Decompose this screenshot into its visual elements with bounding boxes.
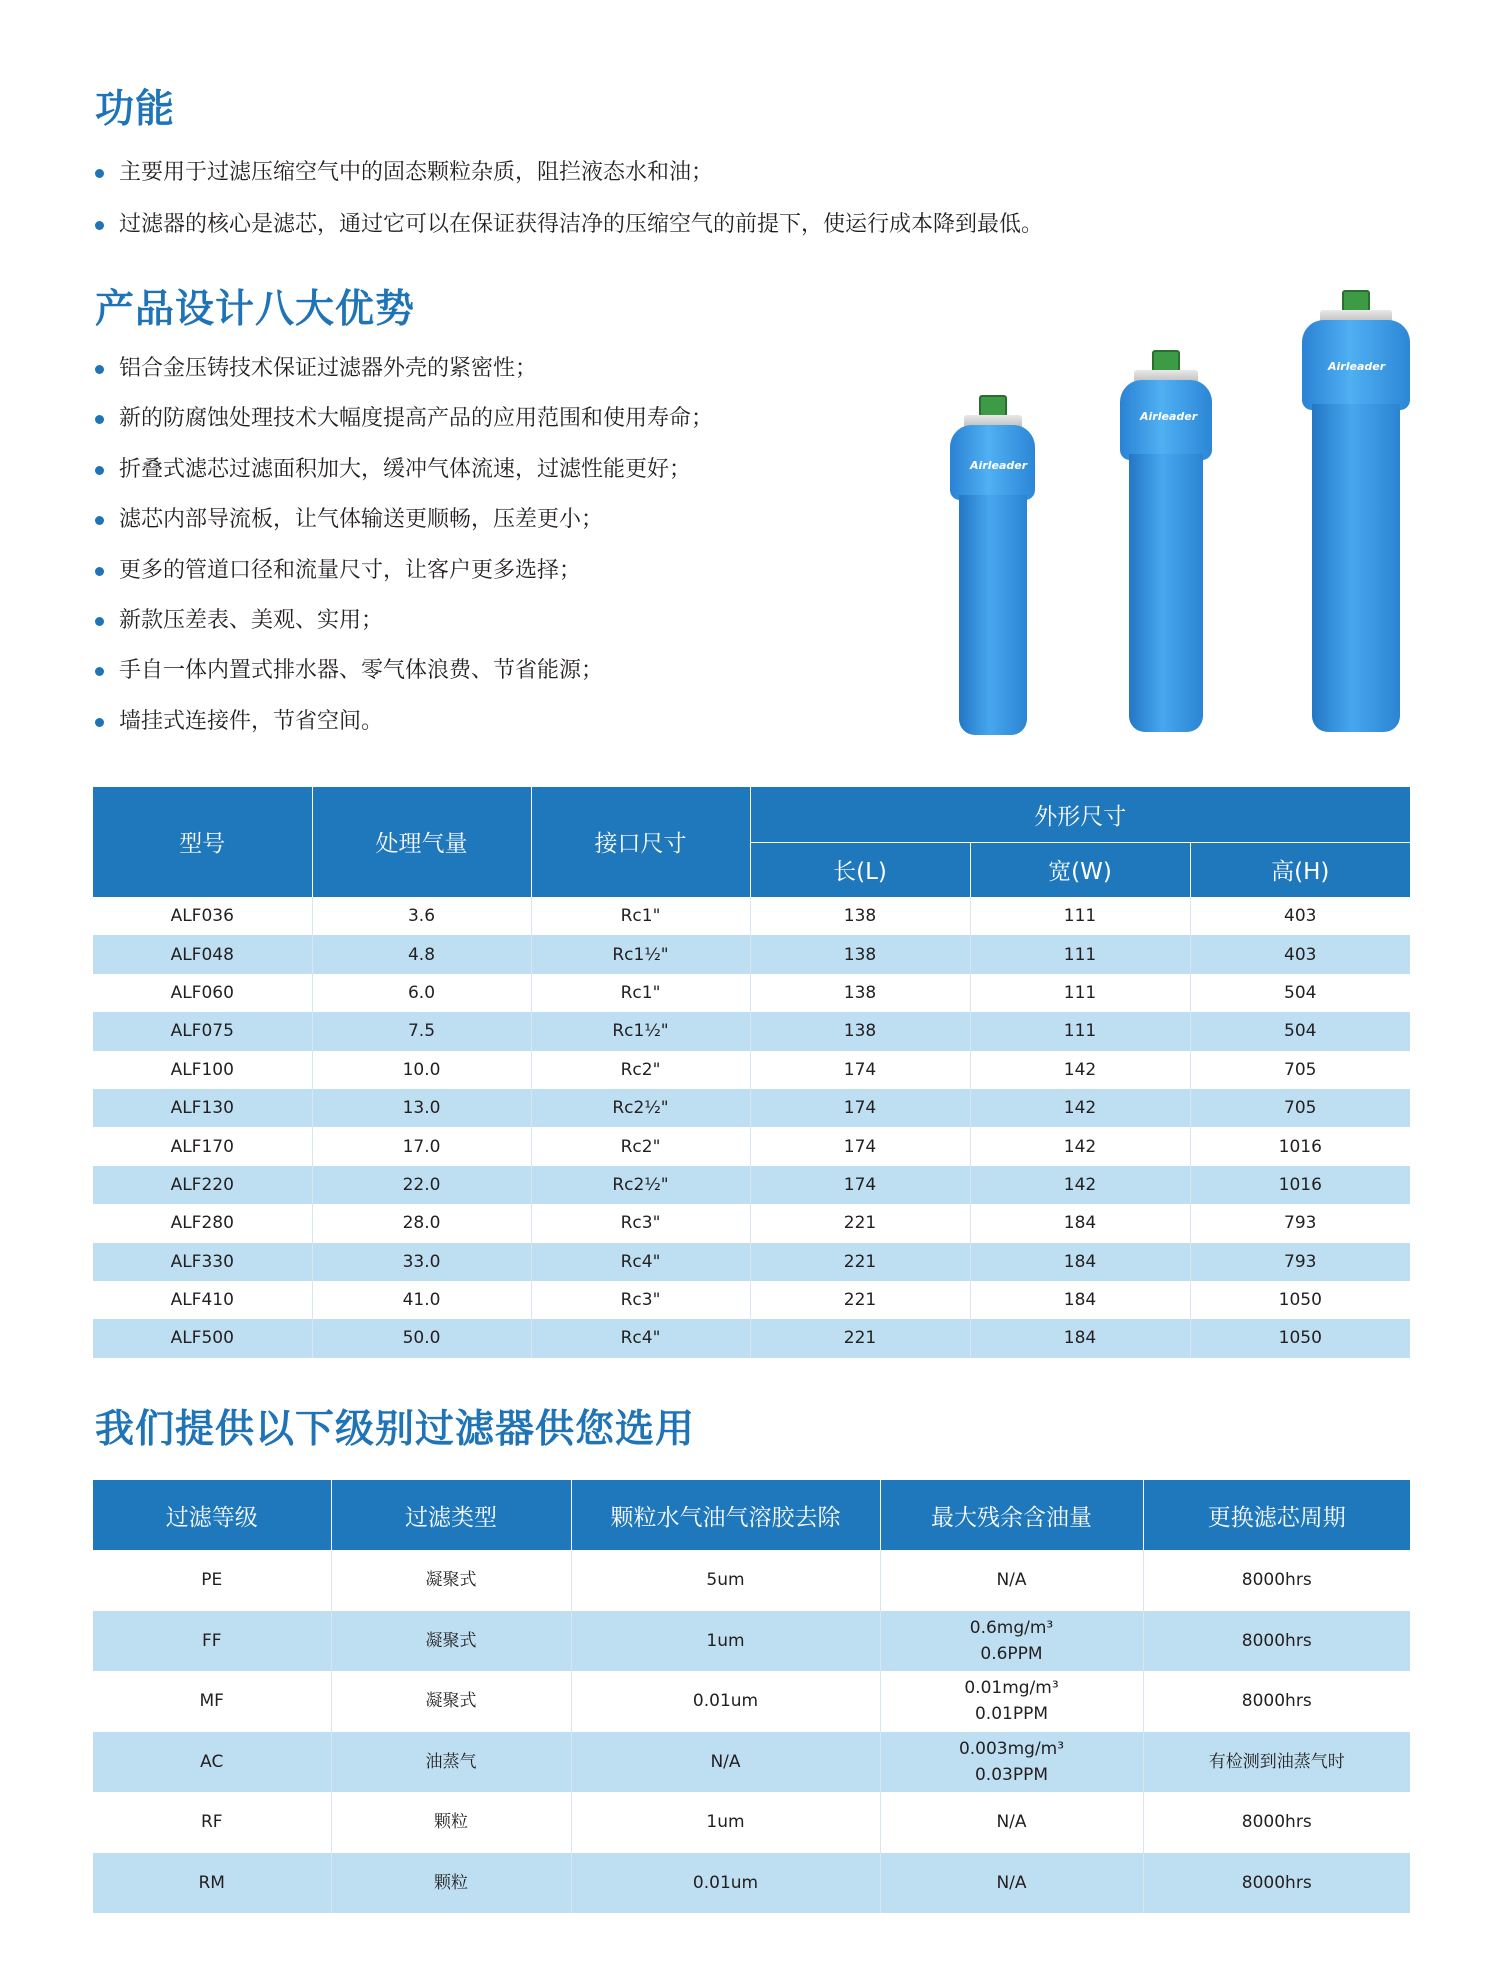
cell-model: ALF036	[93, 897, 312, 935]
cell-width: 142	[970, 1051, 1190, 1089]
bullet-icon	[95, 567, 104, 576]
table-row	[93, 1089, 1410, 1127]
cell-port: Rc2½"	[531, 1166, 750, 1204]
cell-model: ALF280	[93, 1204, 312, 1242]
cell-residual-oil	[880, 1792, 1143, 1853]
cell-flow: 17.0	[312, 1127, 531, 1165]
cell-width: 111	[970, 974, 1190, 1012]
cell-removal: 0.01um	[571, 1671, 880, 1732]
cell-width: 184	[970, 1204, 1190, 1242]
cell-removal: 0.01um	[571, 1853, 880, 1914]
filter-large	[1302, 290, 1410, 735]
grade-table	[93, 1480, 1410, 1913]
cell-flow: 13.0	[312, 1089, 531, 1127]
section-title-grades: 我们提供以下级别过滤器供您选用	[95, 1407, 696, 1452]
grade-col-header: 更换滤芯周期	[1143, 1480, 1410, 1550]
cell-width: 111	[970, 1012, 1190, 1050]
cell-height: 1050	[1190, 1281, 1410, 1319]
cell-height: 403	[1190, 897, 1410, 935]
cell-length: 174	[750, 1089, 970, 1127]
col-header-width: 宽(W)	[970, 842, 1190, 897]
table-row	[93, 1281, 1410, 1319]
cell-removal: N/A	[571, 1732, 880, 1793]
bullet-icon	[95, 415, 104, 424]
grade-col-header: 过滤等级	[93, 1480, 331, 1550]
cell-residual-oil	[880, 1732, 1143, 1793]
cell-height: 705	[1190, 1051, 1410, 1089]
advantage-item-text: 新的防腐蚀处理技术大幅度提高产品的应用范围和使用寿命；	[119, 406, 714, 432]
cell-length: 221	[750, 1243, 970, 1281]
function-item	[95, 212, 1043, 264]
cell-type: 凝聚式	[331, 1611, 571, 1672]
advantage-item-text: 铝合金压铸技术保证过滤器外壳的紧密性；	[119, 356, 538, 381]
cell-port: Rc2"	[531, 1051, 750, 1089]
grade-col-header: 过滤类型	[331, 1480, 571, 1550]
cell-removal: 1um	[571, 1611, 880, 1672]
advantage-item-text: 折叠式滤芯过滤面积加大，缓冲气体流速，过滤性能更好；	[119, 456, 692, 482]
cell-port: Rc1"	[531, 897, 750, 935]
bullet-icon	[95, 169, 104, 178]
cell-flow: 4.8	[312, 935, 531, 973]
cell-flow: 33.0	[312, 1243, 531, 1281]
cell-model: ALF170	[93, 1127, 312, 1165]
cell-width: 184	[970, 1319, 1190, 1357]
cell-port: Rc2"	[531, 1127, 750, 1165]
cell-width: 142	[970, 1089, 1190, 1127]
cell-residual-oil	[880, 1550, 1143, 1611]
cell-residual-oil	[880, 1671, 1143, 1732]
cell-width: 111	[970, 935, 1190, 973]
table-row	[93, 897, 1410, 935]
bullet-icon	[95, 221, 104, 230]
function-item-text: 过滤器的核心是滤芯，通过它可以在保证获得洁净的压缩空气的前提下，使运行成本降到最低。	[119, 212, 1044, 237]
cell-grade: RF	[93, 1792, 331, 1853]
cell-grade: MF	[93, 1671, 331, 1732]
cell-line: 0.003mg/m³	[958, 1738, 1065, 1759]
cell-width: 142	[970, 1127, 1190, 1165]
cell-length: 174	[750, 1166, 970, 1204]
filter-small	[950, 395, 1035, 735]
grade-col-header: 颗粒水气油气溶胶去除	[571, 1480, 880, 1550]
spec-table-body	[93, 897, 1410, 1358]
cell-length: 174	[750, 1127, 970, 1165]
cell-length: 138	[750, 1012, 970, 1050]
brand-logo-large: Airleader	[1328, 360, 1386, 373]
table-row	[93, 974, 1410, 1012]
cell-line: N/A	[996, 1812, 1027, 1833]
cell-replacement-cycle: 8000hrs	[1143, 1671, 1410, 1732]
cell-flow: 6.0	[312, 974, 531, 1012]
cell-line: N/A	[996, 1872, 1027, 1893]
cell-height: 1016	[1190, 1127, 1410, 1165]
cell-port: Rc1½"	[531, 1012, 750, 1050]
cell-height: 793	[1190, 1204, 1410, 1242]
cell-port: Rc4"	[531, 1243, 750, 1281]
cell-model: ALF075	[93, 1012, 312, 1050]
cell-replacement-cycle: 8000hrs	[1143, 1792, 1410, 1853]
col-header-model: 型号	[93, 787, 312, 897]
cell-flow: 50.0	[312, 1319, 531, 1357]
cell-flow: 22.0	[312, 1166, 531, 1204]
table-row	[93, 1204, 1410, 1242]
function-list	[95, 160, 1043, 264]
cell-model: ALF048	[93, 935, 312, 973]
grade-table-header	[93, 1480, 1410, 1550]
section-title-advantages: 产品设计八大优势	[95, 287, 416, 332]
advantage-item	[95, 658, 713, 708]
cell-port: Rc3"	[531, 1204, 750, 1242]
advantage-item-text: 新款压差表、美观、实用；	[119, 607, 384, 633]
cell-flow: 3.6	[312, 897, 531, 935]
cell-height: 705	[1190, 1089, 1410, 1127]
col-header-port: 接口尺寸	[531, 787, 750, 897]
cell-type: 颗粒	[331, 1792, 571, 1853]
bullet-icon	[95, 466, 104, 475]
advantage-item-text: 滤芯内部导流板，让气体输送更顺畅，压差更小；	[119, 507, 604, 533]
cell-line: N/A	[996, 1570, 1027, 1591]
cell-grade: FF	[93, 1611, 331, 1672]
cell-model: ALF330	[93, 1243, 312, 1281]
cell-removal: 5um	[571, 1550, 880, 1611]
cell-replacement-cycle: 8000hrs	[1143, 1853, 1410, 1914]
cell-port: Rc4"	[531, 1319, 750, 1357]
bullet-icon	[95, 516, 104, 525]
table-row	[93, 1611, 1410, 1672]
cell-line: 0.01mg/m³	[964, 1678, 1059, 1699]
cell-line: 0.6mg/m³	[969, 1617, 1054, 1638]
cell-height: 504	[1190, 974, 1410, 1012]
table-row	[93, 1127, 1410, 1165]
cell-residual-oil	[880, 1853, 1143, 1914]
cell-grade: RM	[93, 1853, 331, 1914]
advantage-item	[95, 709, 713, 759]
cell-port: Rc1"	[531, 974, 750, 1012]
col-header-dimensions: 外形尺寸	[750, 787, 1410, 842]
cell-length: 221	[750, 1281, 970, 1319]
advantage-item-text: 手自一体内置式排水器、零气体浪费、节省能源；	[119, 658, 604, 684]
cell-width: 184	[970, 1281, 1190, 1319]
advantages-list	[95, 356, 713, 759]
cell-type: 颗粒	[331, 1853, 571, 1914]
cell-replacement-cycle: 有检测到油蒸气时	[1143, 1732, 1410, 1793]
advantage-item	[95, 507, 713, 557]
function-item	[95, 160, 1043, 212]
col-header-height: 高(H)	[1190, 842, 1410, 897]
table-row	[93, 1012, 1410, 1050]
cell-type: 凝聚式	[331, 1550, 571, 1611]
cell-flow: 10.0	[312, 1051, 531, 1089]
cell-model: ALF100	[93, 1051, 312, 1089]
advantage-item	[95, 356, 713, 406]
cell-port: Rc3"	[531, 1281, 750, 1319]
cell-length: 138	[750, 897, 970, 935]
advantage-item-text: 更多的管道口径和流量尺寸，让客户更多选择；	[119, 557, 582, 583]
cell-model: ALF410	[93, 1281, 312, 1319]
col-header-flow: 处理气量	[312, 787, 531, 897]
advantage-item	[95, 608, 713, 658]
cell-removal: 1um	[571, 1792, 880, 1853]
table-row	[93, 1051, 1410, 1089]
cell-length: 138	[750, 974, 970, 1012]
grade-table-body	[93, 1550, 1410, 1913]
bullet-icon	[95, 667, 104, 676]
table-row	[93, 1792, 1410, 1853]
cell-model: ALF060	[93, 974, 312, 1012]
cell-replacement-cycle: 8000hrs	[1143, 1611, 1410, 1672]
table-row	[93, 935, 1410, 973]
cell-height: 1016	[1190, 1166, 1410, 1204]
filter-product-photo	[930, 290, 1430, 740]
table-row	[93, 1732, 1410, 1793]
cell-line: 0.01PPM	[974, 1704, 1049, 1725]
bullet-icon	[95, 365, 104, 374]
cell-port: Rc2½"	[531, 1089, 750, 1127]
brand-logo-medium: Airleader	[1140, 410, 1198, 423]
cell-length: 138	[750, 935, 970, 973]
table-row	[93, 1166, 1410, 1204]
cell-residual-oil	[880, 1611, 1143, 1672]
table-row	[93, 1243, 1410, 1281]
table-row	[93, 1550, 1410, 1611]
advantage-item	[95, 457, 713, 507]
cell-type: 油蒸气	[331, 1732, 571, 1793]
cell-model: ALF130	[93, 1089, 312, 1127]
brand-logo-small: Airleader	[970, 459, 1028, 472]
cell-height: 1050	[1190, 1319, 1410, 1357]
cell-model: ALF500	[93, 1319, 312, 1357]
col-header-length: 长(L)	[750, 842, 970, 897]
cell-width: 184	[970, 1243, 1190, 1281]
cell-type: 凝聚式	[331, 1671, 571, 1732]
cell-replacement-cycle: 8000hrs	[1143, 1550, 1410, 1611]
cell-height: 793	[1190, 1243, 1410, 1281]
bullet-icon	[95, 718, 104, 727]
table-row	[93, 1853, 1410, 1914]
spec-table	[93, 787, 1410, 1358]
cell-line: 0.03PPM	[974, 1764, 1049, 1785]
cell-width: 111	[970, 897, 1190, 935]
cell-grade: AC	[93, 1732, 331, 1793]
advantage-item-text: 墙挂式连接件，节省空间。	[119, 708, 384, 734]
cell-grade: PE	[93, 1550, 331, 1611]
cell-model: ALF220	[93, 1166, 312, 1204]
advantage-item	[95, 406, 713, 456]
cell-flow: 41.0	[312, 1281, 531, 1319]
cell-line: 0.6PPM	[980, 1643, 1043, 1664]
filter-medium	[1120, 350, 1212, 735]
table-row	[93, 1319, 1410, 1357]
cell-height: 403	[1190, 935, 1410, 973]
cell-length: 221	[750, 1204, 970, 1242]
advantage-item	[95, 558, 713, 608]
function-item-text: 主要用于过滤压缩空气中的固态颗粒杂质，阻拦液态水和油；	[119, 160, 714, 185]
cell-port: Rc1½"	[531, 935, 750, 973]
cell-width: 142	[970, 1166, 1190, 1204]
cell-length: 174	[750, 1051, 970, 1089]
cell-height: 504	[1190, 1012, 1410, 1050]
table-row	[93, 1671, 1410, 1732]
cell-flow: 7.5	[312, 1012, 531, 1050]
cell-flow: 28.0	[312, 1204, 531, 1242]
section-title-function: 功能	[95, 87, 176, 132]
cell-length: 221	[750, 1319, 970, 1357]
grade-col-header: 最大残余含油量	[880, 1480, 1143, 1550]
bullet-icon	[95, 617, 104, 626]
